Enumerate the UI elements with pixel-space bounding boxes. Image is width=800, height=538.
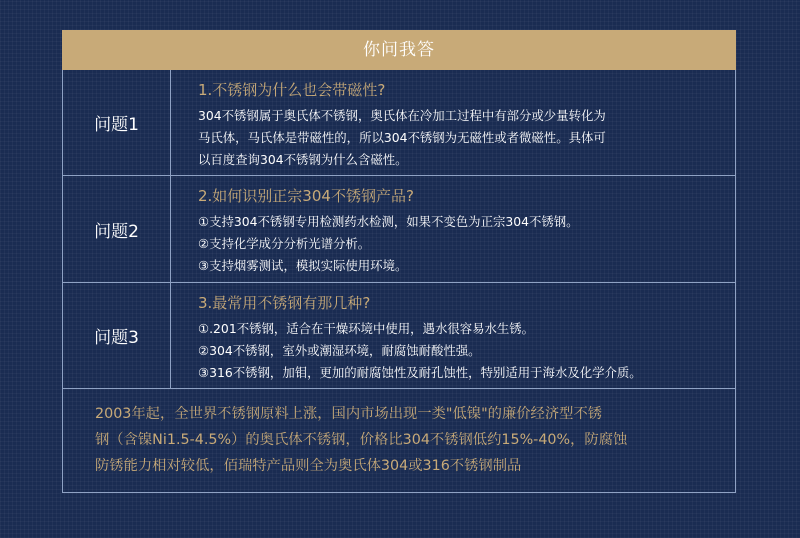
answer-cell — [171, 283, 735, 388]
answer-line: ①.201不锈钢，适合在干燥环境中使用，遇水很容易水生锈。 — [198, 321, 535, 336]
qa-row — [63, 176, 735, 283]
footer-line: 钢（含镍Ni1.5-4.5%）的奥氏体不锈钢，价格比304不锈钢低约15%-40%，防腐蚀 — [95, 432, 628, 448]
question-title: 2.如何识别正宗304不锈钢产品? — [198, 187, 414, 205]
footer-line: 2003年起，全世界不锈钢原料上涨，国内市场出现一类"低镍"的廉价经济型不锈 — [95, 406, 603, 422]
footer-line: 防锈能力相对较低，佰瑞特产品则全为奥氏体304或316不锈钢制品 — [95, 458, 522, 474]
answer-line: ③支持烟雾测试，模拟实际使用环境。 — [198, 258, 408, 273]
qa-row — [63, 70, 735, 176]
answer-line: ③316不锈钢，加钼，更加的耐腐蚀性及耐孔蚀性，特别适用于海水及化学介质。 — [198, 365, 642, 380]
question-title: 1.不锈钢为什么也会带磁性? — [198, 81, 386, 99]
answer-cell — [171, 176, 735, 282]
question-label: 问题2 — [63, 176, 171, 282]
panel-title: 你问我答 — [62, 30, 736, 70]
footer-note — [62, 389, 736, 493]
question-label: 问题1 — [63, 70, 171, 175]
answer-line: ②304不锈钢，室外或潮湿环境，耐腐蚀耐酸性强。 — [198, 343, 481, 358]
answer-line: 304不锈钢属于奥氏体不锈钢，奥氏体在冷加工过程中有部分或少量转化为 — [198, 108, 606, 123]
qa-panel — [62, 30, 736, 493]
answer-line: ②支持化学成分分析光谱分析。 — [198, 236, 371, 251]
answer-cell — [171, 70, 735, 175]
qa-table — [62, 70, 736, 389]
answer-line: 以百度查询304不锈钢为什么含磁性。 — [198, 152, 408, 167]
qa-row — [63, 283, 735, 389]
question-label: 问题3 — [63, 283, 171, 388]
answer-line: ①支持304不锈钢专用检测药水检测，如果不变色为正宗304不锈钢。 — [198, 214, 579, 229]
question-title: 3.最常用不锈钢有那几种? — [198, 294, 371, 312]
answer-line: 马氏体，马氏体是带磁性的，所以304不锈钢为无磁性或者微磁性。具体可 — [198, 130, 606, 145]
